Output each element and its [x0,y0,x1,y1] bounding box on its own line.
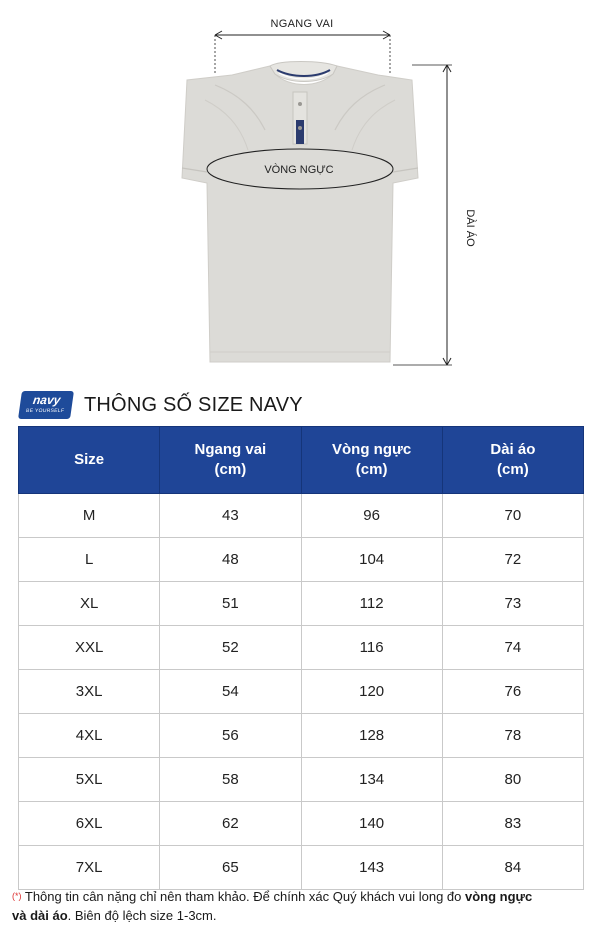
cell-length: 74 [442,626,583,670]
chest-label: VÒNG NGỰC [264,164,334,176]
cell-length: 70 [442,494,583,538]
cell-shoulder: 56 [160,714,301,758]
cell-size: 4XL [19,714,160,758]
table-row [19,582,584,626]
cell-chest: 116 [301,626,442,670]
shirt-illustration [0,0,600,375]
cell-length: 80 [442,758,583,802]
table-row [19,626,584,670]
note-tail: . Biên độ lệch size 1-3cm. [67,908,217,923]
cell-length: 73 [442,582,583,626]
cell-length: 72 [442,538,583,582]
cell-shoulder: 43 [160,494,301,538]
table-header-row [20,386,580,422]
shirt-diagram [0,0,600,375]
cell-shoulder: 58 [160,758,301,802]
table-row [19,670,584,714]
cell-chest: 134 [301,758,442,802]
table-title: THÔNG SỐ SIZE NAVY [84,394,303,416]
logo-tagline: BE YOURSELF [25,408,65,414]
cell-length: 84 [442,846,583,890]
shoulder-label: NGANG VAI [270,18,334,30]
cell-length: 83 [442,802,583,846]
cell-size: 6XL [19,802,160,846]
cell-shoulder: 51 [160,582,301,626]
cell-chest: 112 [301,582,442,626]
cell-chest: 104 [301,538,442,582]
cell-chest: 128 [301,714,442,758]
header-shoulder: Ngang vai (cm) [160,427,301,494]
cell-shoulder: 48 [160,538,301,582]
table-row [19,538,584,582]
cell-size: XXL [19,626,160,670]
cell-size: L [19,538,160,582]
header-length: Dài áo (cm) [442,427,583,494]
note-bold-length: và dài áo [12,908,68,923]
table-row [19,758,584,802]
logo-word: navy [32,393,62,407]
table-header [19,427,584,494]
cell-shoulder: 62 [160,802,301,846]
cell-size: 5XL [19,758,160,802]
cell-shoulder: 54 [160,670,301,714]
cell-length: 76 [442,670,583,714]
table-row [19,802,584,846]
cell-length: 78 [442,714,583,758]
cell-chest: 120 [301,670,442,714]
note-bold-chest: vòng ngực [465,889,533,904]
cell-size: XL [19,582,160,626]
table-row [19,846,584,890]
table-row [19,714,584,758]
note-text: Thông tin cân nặng chỉ nên tham khảo. Để chính xác Quý khách vui long đo [24,889,465,904]
table-row [19,494,584,538]
navy-logo [18,391,74,419]
cell-chest: 140 [301,802,442,846]
cell-chest: 96 [301,494,442,538]
cell-chest: 143 [301,846,442,890]
size-note [12,887,588,925]
header-chest: Vòng ngực (cm) [301,427,442,494]
cell-shoulder: 65 [160,846,301,890]
size-table [18,426,584,890]
length-label: DÀI ÁO [464,209,476,247]
cell-size: 7XL [19,846,160,890]
cell-shoulder: 52 [160,626,301,670]
header-size: Size [19,427,160,494]
cell-size: M [19,494,160,538]
cell-size: 3XL [19,670,160,714]
note-mark: (*) [12,891,22,901]
